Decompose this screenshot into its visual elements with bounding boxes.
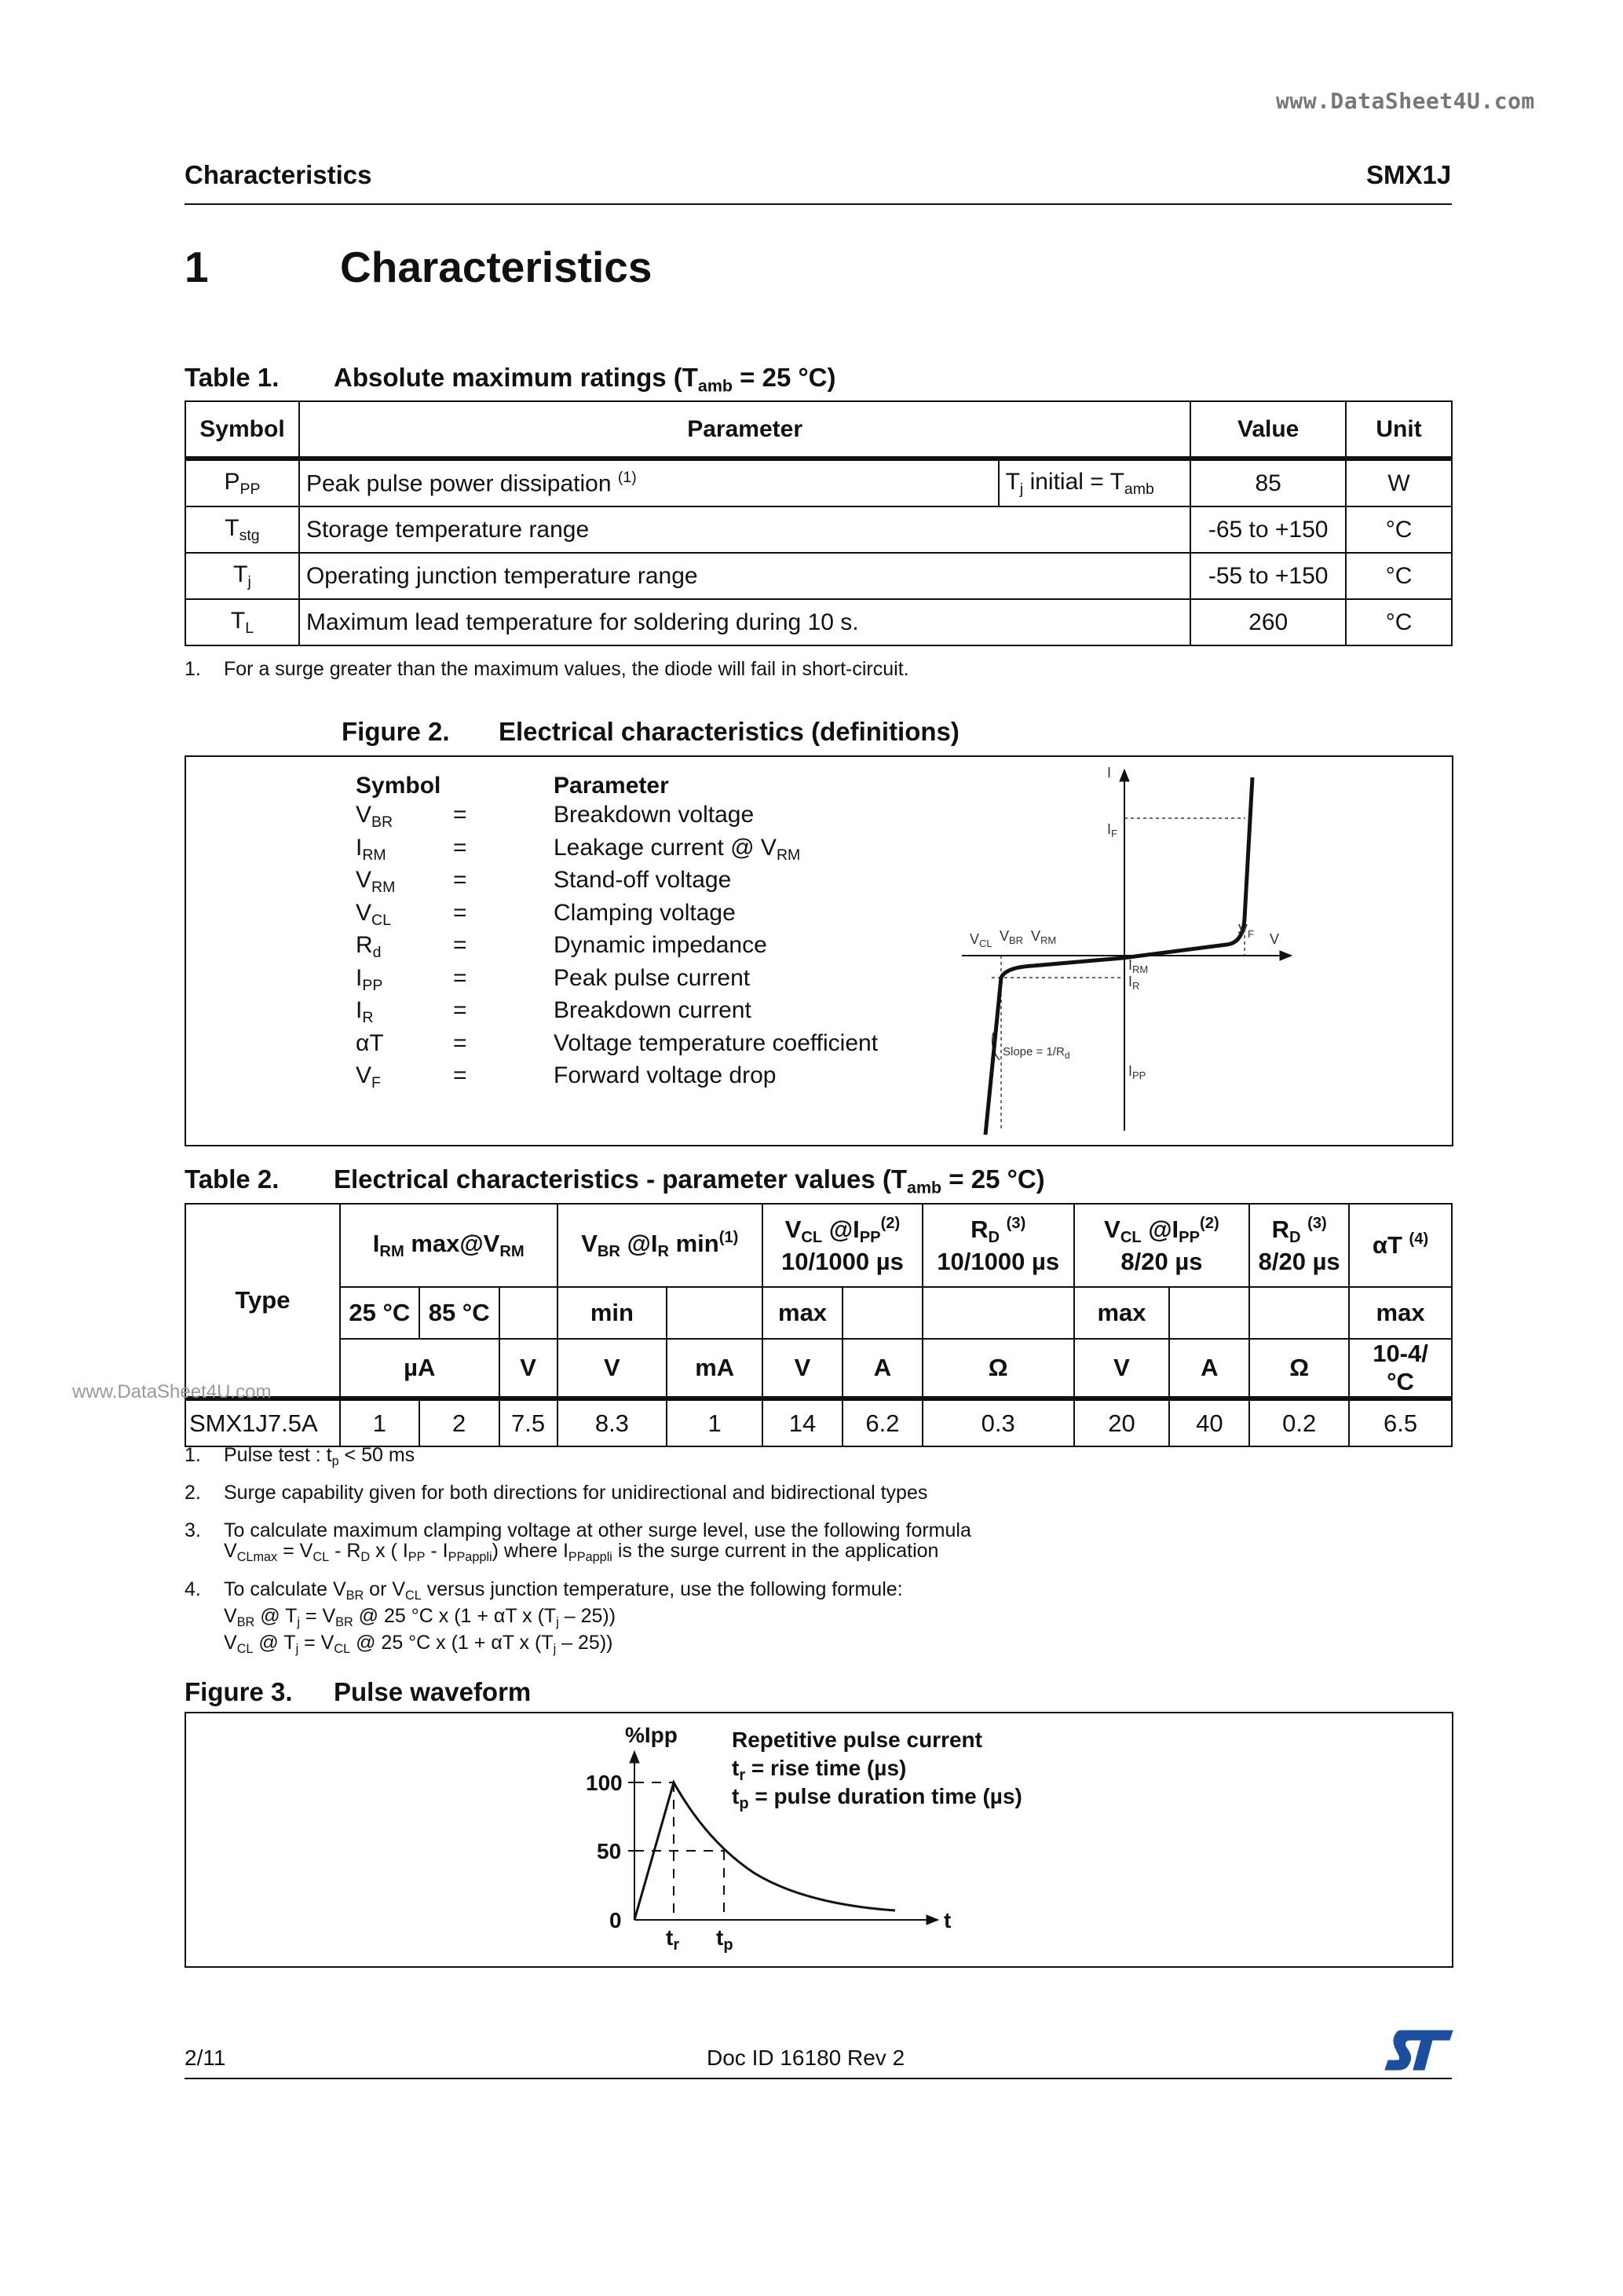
definition-row	[356, 900, 921, 933]
header-rule	[185, 203, 1452, 205]
watermark-url: www.DataSheet4U.com	[1276, 88, 1535, 114]
legend-line-2: $t_r$ = rise time (µs)	[732, 1756, 907, 1784]
note-4: 4. To calculate $V_{BR}$ or $V_{CL}$ versus junction temperature, use the following formule: $V_{BR}$ @ $T_j = V_{BR}$ @ 25 °C x (1 + αT x $(T_j - 25)$) $V_{CL}$ @ $T_j = V_{CL}$ @ 25 °C x (1 + αT x $(T_j - 25)$)	[185, 1578, 903, 1656]
definition-symbol: $V_{CL}$	[356, 899, 391, 929]
definition-symbol: $I_R$	[356, 997, 374, 1026]
definition-text: Voltage temperature coefficient	[554, 1029, 879, 1056]
definition-equals: =	[453, 1062, 467, 1088]
doc-id: Doc ID 16180 Rev 2	[707, 2046, 905, 2070]
table-row: $T_j$ Operating junction temperature range -55 to +150 °C	[185, 553, 1452, 599]
slope-label: Slope = $1/R_d$	[1003, 1045, 1070, 1061]
y-tick-50: 50	[597, 1839, 622, 1863]
table-row: $T_{stg}$ Storage temperature range -65 to +150 °C	[185, 506, 1452, 553]
figure3-title: Pulse waveform	[334, 1677, 532, 1706]
table2-notes	[185, 1444, 1441, 1656]
col-unit: Unit	[1346, 401, 1452, 459]
definition-row	[356, 802, 921, 835]
definition-text: Forward voltage drop	[554, 1062, 777, 1088]
y-axis-arrow	[630, 1751, 639, 1763]
y-axis-label: %Ipp	[625, 1723, 678, 1747]
table1-label: Table 1.	[185, 363, 280, 392]
definition-row	[356, 867, 921, 900]
pulse-waveform-graph	[581, 1716, 1052, 1959]
absolute-ratings-table	[185, 400, 1453, 646]
col-symbol: Symbol	[185, 401, 299, 459]
col-value: Value	[1190, 401, 1346, 459]
x-axis-arrow	[927, 1915, 938, 1925]
definition-symbol: $R_d$	[356, 932, 382, 961]
v-axis-arrow	[1280, 951, 1292, 960]
col-type: Type	[185, 1204, 340, 1398]
definition-text: Dynamic impedance	[554, 932, 767, 958]
defs-symbol-header: Symbol	[356, 773, 441, 799]
definition-symbol: $V_F$	[356, 1062, 381, 1091]
table-subheader-row: 25 °C 85 °C min max max max	[185, 1287, 1452, 1339]
chapter-number: 1	[185, 243, 209, 291]
figure3-label: Figure 3.	[185, 1677, 293, 1706]
running-header-right: SMX1J	[1366, 160, 1452, 189]
definition-equals: =	[453, 834, 467, 861]
chapter-title: Characteristics	[340, 243, 652, 291]
definition-row	[356, 835, 921, 868]
v-axis-label: V	[1270, 931, 1280, 947]
definition-text: Peak pulse current	[554, 964, 751, 991]
i-axis-arrow	[1120, 770, 1129, 781]
electrical-parameters-table	[185, 1203, 1453, 1447]
definition-symbol: $I_{RM}$	[356, 834, 386, 864]
table2-title: Electrical characteristics - parameter values ($T_{amb} = 25$ °C)	[334, 1164, 1045, 1197]
definition-symbol: $V_{BR}$	[356, 802, 393, 831]
col-parameter: Parameter	[299, 401, 1190, 459]
y-tick-100: 100	[586, 1771, 623, 1795]
definition-equals: =	[453, 867, 467, 893]
note-2: 2. Surge capability given for both directions for unidirectional and bidirectional types	[185, 1482, 928, 1504]
note-3: 3. To calculate maximum clamping voltage at other surge level, use the following formula $V_{CLmax} = V_{CL} - R_D$ x ( $I_{PP} - I_{PPappli}$) where $I_{PPappli}$ is the surge current in the application	[185, 1519, 971, 1564]
legend-line-1: Repetitive pulse current	[732, 1727, 982, 1752]
definition-row	[356, 1062, 921, 1095]
definition-row	[356, 932, 921, 965]
irm-label: $I_{RM}$	[1128, 957, 1149, 975]
table1-title: Absolute maximum ratings ($T_{amb} = 25$ °C)	[334, 363, 836, 396]
side-watermark: www.DataSheet4U.com	[72, 1381, 272, 1402]
definition-row	[356, 965, 921, 998]
table-row: $T_L$ Maximum lead temperature for soldering during 10 s. 260 °C	[185, 599, 1452, 645]
st-logo-icon	[1384, 2027, 1454, 2073]
vf-label: $V_F$	[1238, 922, 1254, 940]
definition-equals: =	[453, 899, 467, 926]
table-header-row: Type $I_{RM}$ $\max@V_{RM}$ $V_{BR}$ $@I_R$ $\min^{(1)}$ $V_{CL}$ $@I_{PP}^{(2)}$ 10/1000 µs $R_D$ $^{(3)}$ 10/1000 µs $V_{CL}$ $@I_{PP}^{(2)}$ 8/20 µs $R_D$ $^{(3)}$ 8/20 µs αT $^{(4)}$	[185, 1204, 1452, 1287]
definition-equals: =	[453, 932, 467, 958]
definition-text: Clamping voltage	[554, 899, 736, 926]
page-number: 2/11	[185, 2046, 226, 2070]
i-axis-label: I	[1107, 765, 1112, 781]
vbr-label: $V_{BR}$	[1000, 928, 1024, 946]
ipp-label: $I_{PP}$	[1128, 1063, 1146, 1081]
tr-label: $t_r$	[666, 1925, 680, 1954]
iv-characteristic-graph	[954, 762, 1299, 1139]
running-header-left: Characteristics	[185, 160, 372, 189]
table1-footnote: 1. For a surge greater than the maximum values, the diode will fail in short-circuit.	[185, 658, 909, 680]
definition-equals: =	[453, 1029, 467, 1056]
if-label: $I_F$	[1107, 821, 1117, 839]
figure2-label: Figure 2.	[342, 717, 450, 746]
definition-symbol: $I_{PP}$	[356, 964, 383, 994]
definition-equals: =	[453, 997, 467, 1023]
definition-equals: =	[453, 802, 467, 828]
figure2-title: Electrical characteristics (definitions)	[499, 717, 960, 746]
y-tick-0: 0	[609, 1908, 622, 1932]
legend-line-3: $t_p$ = pulse duration time (µs)	[732, 1784, 1022, 1812]
table-units-row: µA V V mA V A Ω V A Ω 10-4/ °C	[185, 1339, 1452, 1398]
definition-text: Breakdown current	[554, 997, 751, 1023]
definition-equals: =	[453, 964, 467, 991]
definition-symbol: $V_{RM}$	[356, 867, 396, 896]
table-header-row	[185, 401, 1452, 459]
note-1: 1. Pulse test : $t_p < 50$ ms	[185, 1444, 415, 1468]
ir-label: $I_R$	[1128, 974, 1140, 992]
table-row: $P_{PP}$ Peak pulse power dissipation $^{(1)}$ $T_j$ initial = $T_{amb}$ 85 W	[185, 459, 1452, 506]
vcl-label: $V_{CL}$	[970, 931, 992, 949]
definition-symbol: αT	[356, 1029, 384, 1056]
vrm-label: $V_{RM}$	[1031, 928, 1057, 946]
definition-text: Leakage current @ $V_{RM}$	[554, 834, 801, 864]
definitions-list	[356, 802, 921, 1095]
definition-text: Stand-off voltage	[554, 867, 732, 893]
footer-rule	[185, 2078, 1452, 2079]
x-axis-label: t	[944, 1908, 952, 1932]
definition-text: Breakdown voltage	[554, 802, 755, 828]
table2-label: Table 2.	[185, 1164, 280, 1194]
defs-parameter-header: Parameter	[554, 773, 669, 799]
table-row: SMX1J7.5A 1 2 7.5 8.3 1 14 6.2 0.3 20 40 0.2 6.5	[185, 1398, 1452, 1446]
definition-row	[356, 1030, 921, 1063]
tp-label: $t_p$	[716, 1925, 733, 1954]
definition-row	[356, 997, 921, 1030]
